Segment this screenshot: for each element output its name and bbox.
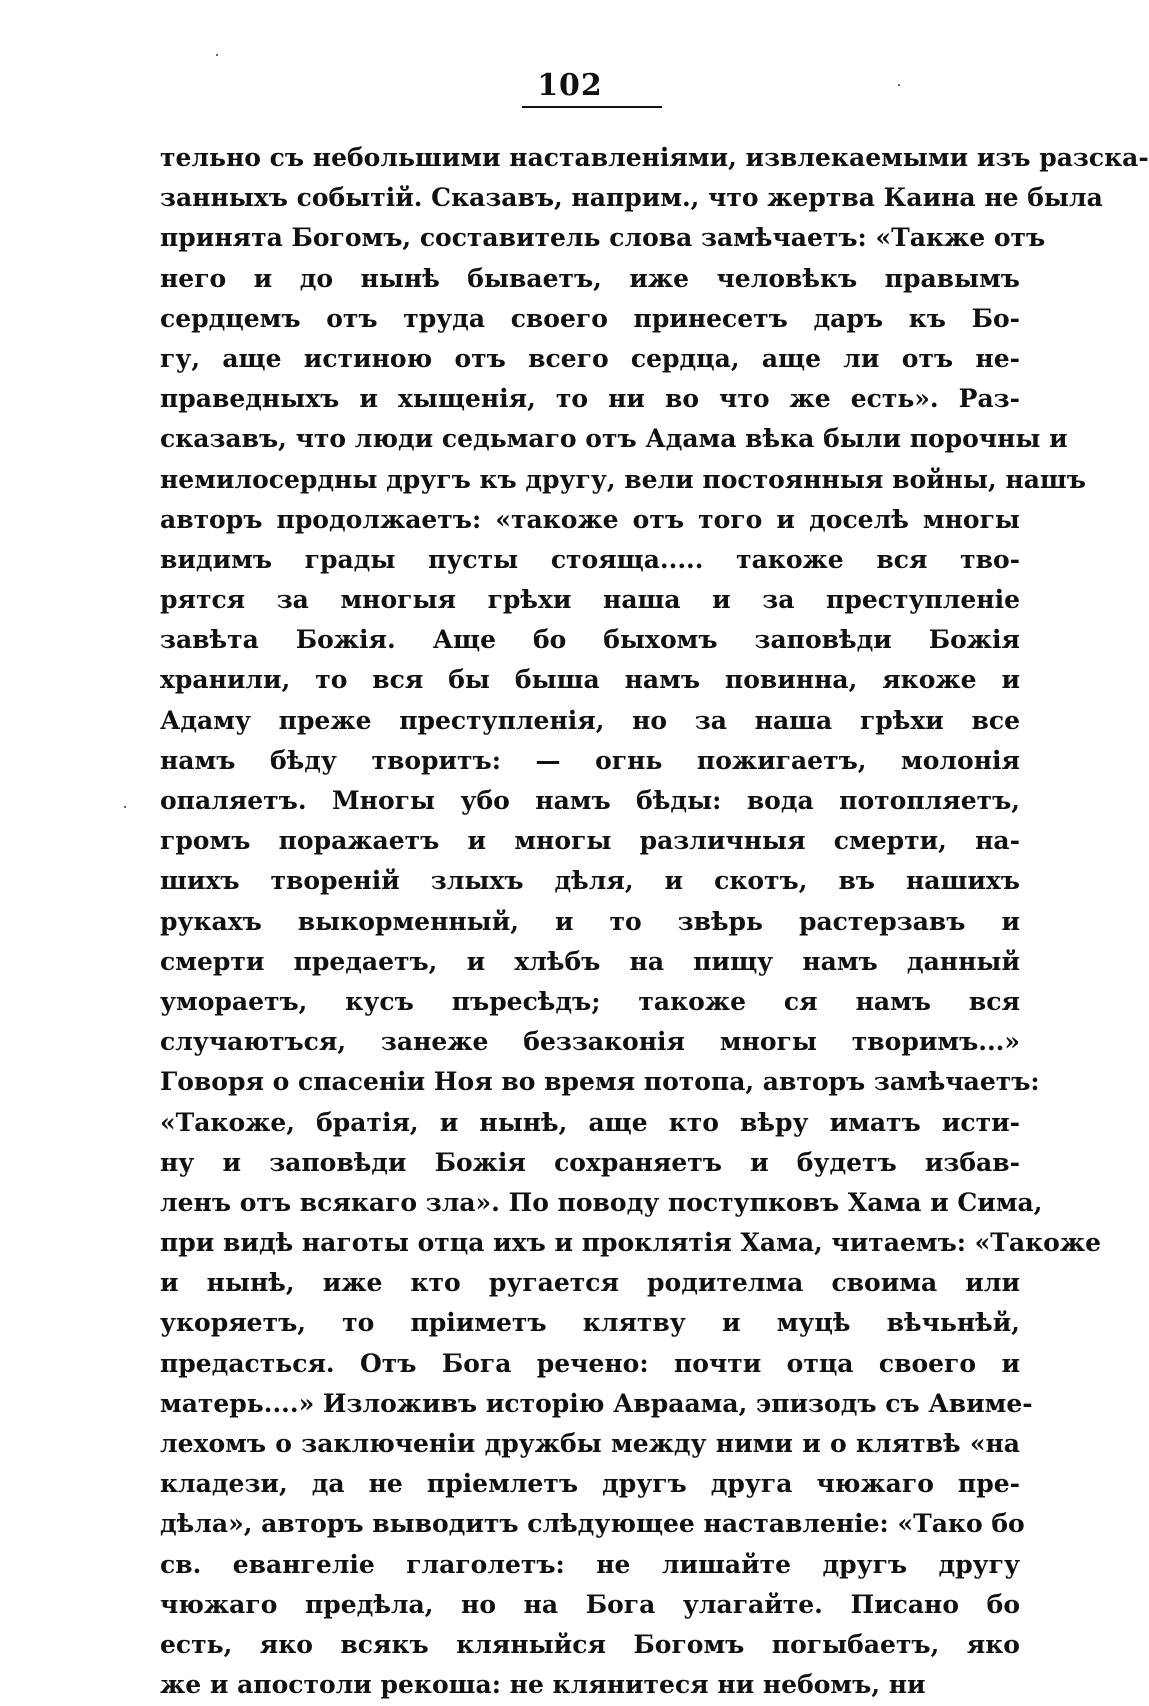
text-line: рятся за многыя грѣхи наша и за преступленіе xyxy=(160,585,1020,615)
scan-speck xyxy=(216,54,218,56)
scan-speck xyxy=(898,84,900,86)
text-line: дѣла», авторъ выводитъ слѣдующее наставленіе: «Тако бо xyxy=(160,1509,1025,1539)
text-line: укоряетъ, то пріиметъ клятву и муцѣ вѣчьнѣй, xyxy=(160,1308,1020,1338)
text-line: Адаму преже преступленія, но за наша грѣхи все xyxy=(160,705,1020,735)
text-line: умораетъ, кусъ пъресѣдъ; такоже ся намъ вся xyxy=(160,986,1020,1016)
text-line: Говоря о спасеніи Ноя во время потопа, авторъ замѣчаетъ: xyxy=(160,1067,1040,1097)
text-line: случаютъся, занеже беззаконія многы творимъ...» xyxy=(160,1027,1020,1057)
text-line: него и до нынѣ бываетъ, иже человѣкъ правымъ xyxy=(160,263,1020,293)
text-line: видимъ грады пусты стояща..... такоже вся тво- xyxy=(160,544,1020,574)
text-line: же и апостоли рекоша: не клянитеся ни небомъ, ни xyxy=(160,1670,926,1700)
scan-speck xyxy=(124,806,126,808)
text-line: громъ поражаетъ и многы различныя смерти, на- xyxy=(160,826,1020,856)
text-line: завѣта Божія. Аще бо быхомъ заповѣди Божія xyxy=(160,625,1020,655)
text-line: «Такоже, братія, и нынѣ, аще кто вѣру иматъ исти- xyxy=(160,1107,1020,1137)
text-line: авторъ продолжаетъ: «такоже отъ того и доселѣ многы xyxy=(160,504,1020,534)
text-line: предасться. Отъ Бога речено: почти отца своего и xyxy=(160,1348,1020,1378)
text-line: занныхъ событій. Сказавъ, наприм., что жертва Каина не была xyxy=(160,183,1103,213)
text-line: тельно съ небольшими наставленіями, извлекаемыми изъ разска- xyxy=(160,143,1149,172)
body-text xyxy=(160,138,1149,1705)
text-line: есть, яко всякъ кляныйся Богомъ погыбаетъ, яко xyxy=(160,1629,1020,1659)
header-rule xyxy=(522,106,662,108)
text-line: сказавъ, что люди седьмаго отъ Адама вѣка были порочны и xyxy=(160,424,1068,454)
text-line: сердцемъ отъ труда своего принесетъ даръ къ Бо- xyxy=(160,303,1020,333)
text-line: ну и заповѣди Божія сохраняетъ и будетъ избав- xyxy=(160,1147,1020,1177)
text-line: кладези, да не пріемлетъ другъ друга чюжаго пре- xyxy=(160,1469,1020,1499)
text-line: матерь....» Изложивъ исторію Авраама, эпизодъ съ Авиме- xyxy=(160,1388,1033,1418)
text-line: намъ бѣду творитъ: — огнь пожигаетъ, молонія xyxy=(160,745,1020,775)
text-line: чюжаго предѣла, но на Бога улагайте. Писано бо xyxy=(160,1589,1020,1619)
text-line: хранили, то вся бы быша намъ повинна, якоже и xyxy=(160,665,1020,695)
text-line: ленъ отъ всякаго зла». По поводу поступковъ Хама и Сима, xyxy=(160,1187,1043,1217)
text-line: при видѣ наготы отца ихъ и проклятія Хама, читаемъ: «Такоже xyxy=(160,1228,1101,1258)
text-line: и нынѣ, иже кто ругается родителма своима или xyxy=(160,1268,1020,1298)
text-line: опаляетъ. Многы убо намъ бѣды: вода потопляетъ, xyxy=(160,786,1020,815)
text-line: принята Богомъ, составитель слова замѣчаетъ: «Также отъ xyxy=(160,223,1046,253)
text-line: св. евангеліе глаголетъ: не лишайте другъ другу xyxy=(160,1549,1020,1579)
text-line: праведныхъ и хыщенія, то ни во что же есть». Раз- xyxy=(160,384,1020,414)
page-number: 102 xyxy=(537,68,603,103)
text-line: лехомъ о заключеніи дружбы между ними и о клятвѣ «на xyxy=(160,1429,1020,1458)
text-line: смерти предаетъ, и хлѣбъ на пищу намъ данный xyxy=(160,946,1020,976)
text-line: шихъ твореній злыхъ дѣля, и скотъ, въ нашихъ xyxy=(160,866,1020,896)
text-line: немилосердны другъ къ другу, вели постоянныя войны, нашъ xyxy=(160,464,1086,494)
text-line: рукахъ выкорменный, и то звѣрь растерзавъ и xyxy=(160,906,1020,936)
text-line: гу, аще истиною отъ всего сердца, аще ли отъ не- xyxy=(160,343,1020,373)
